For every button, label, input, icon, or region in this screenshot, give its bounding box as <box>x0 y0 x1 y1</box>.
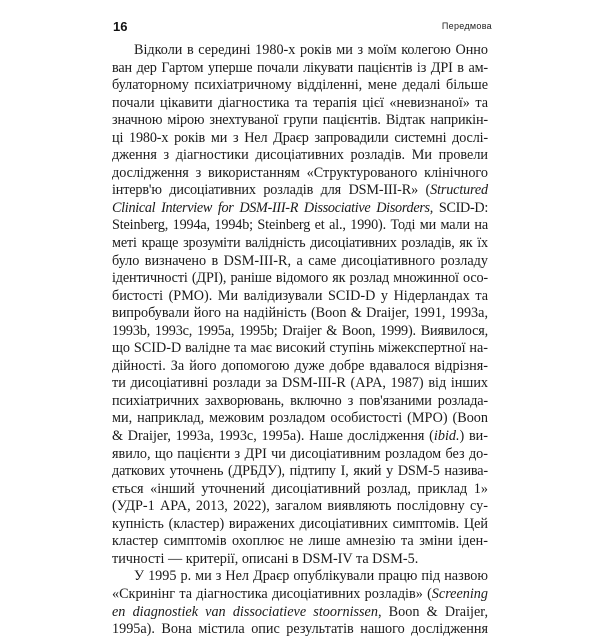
text-line: кластер симптомів охоплює не лише амнезію та зміни іден- <box>112 533 488 550</box>
text-line: дослідження з використанням «Структурованого клінічного <box>112 164 488 181</box>
text-line: значною мірою знехтуваної групи пацієнтів. Відтак наприкін- <box>112 112 488 129</box>
text-line: ці 1980-х років ми з Нел Драєр запровадили системні дослі- <box>112 129 488 146</box>
text-line: ван дер Гартом уперше почали лікувати пацієнтів із ДРІ в ам- <box>112 59 488 76</box>
text-line: 1993b, 1993c, 1995a, 1995b; Draijer & Boon, 1999). Виявилося, <box>112 322 488 339</box>
italic-title-part: en diagnostiek van dissociatieve stoornissen <box>112 603 378 620</box>
text-line: що SCID-D валідне та має високий ступінь міжекспертної на- <box>112 340 488 357</box>
paragraph-2 <box>112 568 488 638</box>
text-line: купність (кластер) виражених дисоціативних симптомів. Цей <box>112 515 488 532</box>
body-text <box>112 42 488 639</box>
text-line: психіатричних захворювань, включно з пов'язаними розлада- <box>112 392 488 409</box>
text-line: У 1995 р. ми з Нел Драєр опублікували працю під назвою <box>134 568 488 585</box>
text-line: (УДР-1 APA, 2013, 2022), загалом виявляють послідовну су- <box>112 498 488 515</box>
paragraph-1 <box>112 42 488 568</box>
text-line: було визначено в DSM-III-R, а саме дисоціативного розладу <box>112 252 488 269</box>
text-line: явило, що пацієнти з ДРІ чи дисоціативним розладом без до- <box>112 445 488 462</box>
text-line: бистості (РМО). Ми валідизували SCID-D у Нідерландах та <box>112 287 488 304</box>
italic-title-part: Structured <box>430 182 488 199</box>
text-line: & Draijer, 1993a, 1993c, 1995a). Наше дослідження (ibid.) ви- <box>112 428 488 445</box>
text-line: дійності. За його допомогою дуже добре вдавалося відрізня- <box>112 357 488 374</box>
text-line: Відколи в середині 1980-х років ми з моїм колегою Онно <box>134 42 488 58</box>
page-number: 16 <box>113 19 128 34</box>
italic-ibid: ibid. <box>433 428 460 445</box>
text-line: «Скринінг та діагностика дисоціативних розладів» (Screening <box>112 585 488 602</box>
text-line: булаторному психіатричному відділенні, мене дедалі більше <box>112 77 488 94</box>
text-line: почали цікавити діагностика та терапія цієї «невизнаної» та <box>112 94 488 111</box>
italic-title-part: Screening <box>431 585 488 602</box>
text-line: en diagnostiek van dissociatieve stoornissen, Boon & Draijer, <box>112 603 488 620</box>
text-line: 1995a). Вона містила опис результатів нашого дослідження <box>112 621 488 638</box>
text-line: інтерв'ю дисоціативних розладів для DSM-III-R» (Structured <box>112 182 488 199</box>
text-line: випробували його на надійність (Boon & Draijer, 1991, 1993a, <box>112 305 488 322</box>
text-line: дження з діагностики дисоціативних розладів. Ми провели <box>112 147 488 164</box>
running-head: Передмова <box>441 21 492 31</box>
text-line: ти дисоціативні розлади за DSM-III-R (APA, 1987) від інших <box>112 375 488 392</box>
text-line: меті краще зрозуміти валідність дисоціативних розладів, як їх <box>112 235 488 252</box>
italic-title-part: Clinical Interview for DSM-III-R Dissociative Disorders, <box>112 199 434 216</box>
text-line: ється «інший уточнений дисоціативний розлад, приклад 1» <box>112 480 488 497</box>
text-line: ми, наприклад, межовим розладом особистості (МРО) (Boon <box>112 410 488 427</box>
text-line: Steinberg, 1994a, 1994b; Steinberg et al., 1990). Тоді ми мали на <box>112 217 488 234</box>
text-line: даткових уточнень (ДРБДУ), підтипу І, який у DSM-5 назива- <box>112 463 488 480</box>
text-line: Clinical Interview for DSM-III-R Dissociative Disorders, SCID-D: <box>112 199 488 216</box>
text-line: ідентичності (ДРІ), раніше відомого як розлад множинної осо- <box>112 270 488 287</box>
text-line: тичності — критерії, описані в DSM-IV та DSM-5. <box>112 550 419 567</box>
